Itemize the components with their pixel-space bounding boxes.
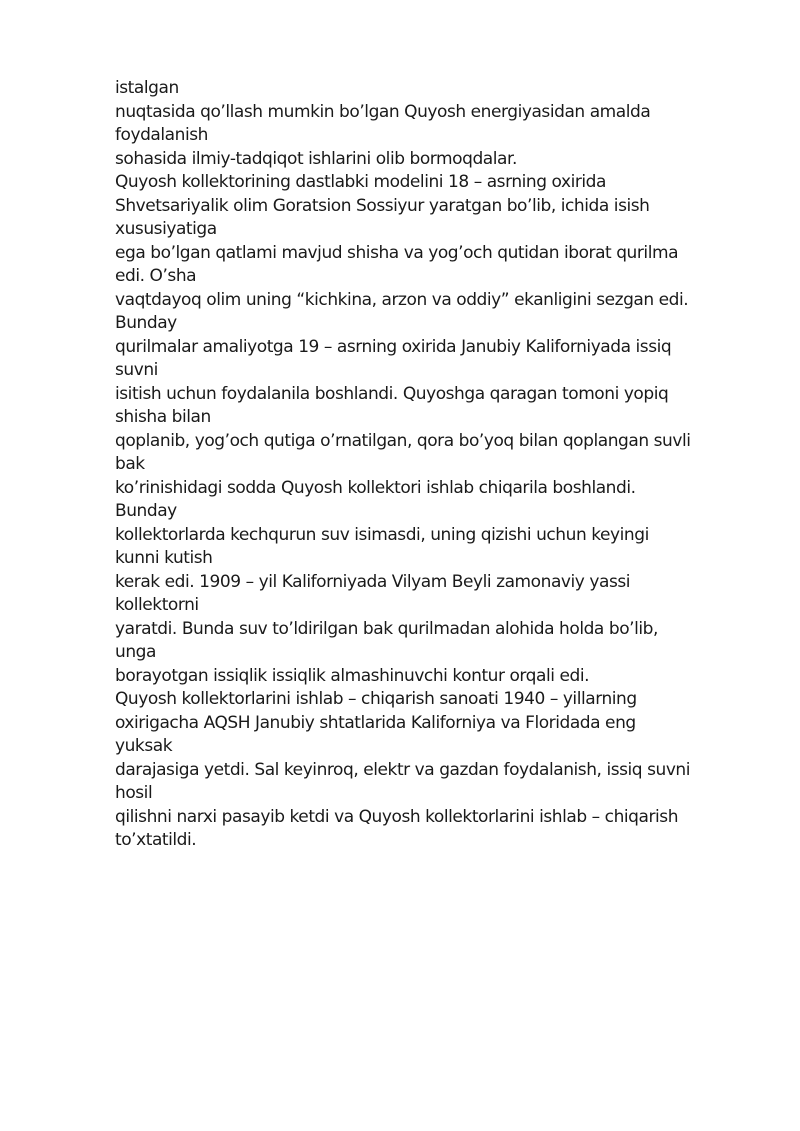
text-line: yaratdi. Bunda suv to’ldirilgan bak qurilmadan alohida holda bo’lib, — [115, 618, 658, 639]
text-line: foydalanish — [115, 125, 208, 145]
text-line: kerak edi. 1909 – yil Kaliforniyada Vilyam Beyli zamonaviy yassi — [115, 571, 631, 592]
text-line: nuqtasida qo’llash mumkin bo’lgan Quyosh energiyasidan amalda — [115, 101, 651, 122]
text-line: qilishni narxi pasayib ketdi va Quyosh kollektorlarini ishlab – chiqarish — [115, 806, 679, 827]
text-line: borayotgan issiqlik issiqlik almashinuvchi kontur orqali edi. — [115, 665, 590, 686]
text-line: yuksak — [115, 736, 173, 756]
text-line: Bunday — [115, 501, 177, 521]
text-line: qurilmalar amaliyotga 19 – asrning oxirida Janubiy Kaliforniyada issiq — [115, 336, 672, 357]
text-line: qoplanib, yog’och qutiga o’rnatilgan, qora bo’yoq bilan qoplangan suvli — [115, 430, 691, 451]
body-text — [115, 77, 765, 853]
text-line: kollektorlarda kechqurun suv isimasdi, uning qizishi uchun keyingi — [115, 524, 649, 545]
text-line: istalgan — [115, 78, 179, 98]
text-line: to’xtatildi. — [115, 830, 197, 850]
text-line: suvni — [115, 360, 158, 380]
text-line: Quyosh kollektorining dastlabki modelini 18 – asrning oxirida — [115, 172, 606, 192]
text-line: bak — [115, 454, 145, 474]
text-line: hosil — [115, 783, 153, 803]
text-line: shisha bilan — [115, 407, 211, 427]
text-line: xususiyatiga — [115, 219, 217, 239]
text-line: Shvetsariyalik olim Goratsion Sossiyur yaratgan bo’lib, ichida isish — [115, 195, 650, 216]
text-line: kollektorni — [115, 595, 199, 615]
text-line: darajasiga yetdi. Sal keyinroq, elektr va gazdan foydalanish, issiq suvni — [115, 759, 691, 780]
text-line: Quyosh kollektorlarini ishlab – chiqarish sanoati 1940 – yillarning — [115, 689, 637, 709]
text-line: ega bo’lgan qatlami mavjud shisha va yog’och qutidan iborat qurilma — [115, 242, 679, 263]
text-line: kunni kutish — [115, 548, 213, 568]
text-line: vaqtdayoq olim uning “kichkina, arzon va oddiy” ekanligini sezgan edi. — [115, 289, 689, 310]
text-line: oxirigacha AQSH Janubiy shtatlarida Kaliforniya va Floridada eng — [115, 712, 636, 733]
text-line: sohasida ilmiy-tadqiqot ishlarini olib bormoqdalar. — [115, 148, 517, 169]
text-line: edi. O’sha — [115, 266, 197, 286]
text-line: ko’rinishidagi sodda Quyosh kollektori ishlab chiqarila boshlandi. — [115, 477, 636, 498]
text-line: Bunday — [115, 313, 177, 333]
text-line: unga — [115, 642, 156, 662]
text-line: isitish uchun foydalanila boshlandi. Quyoshga qaragan tomoni yopiq — [115, 383, 669, 404]
